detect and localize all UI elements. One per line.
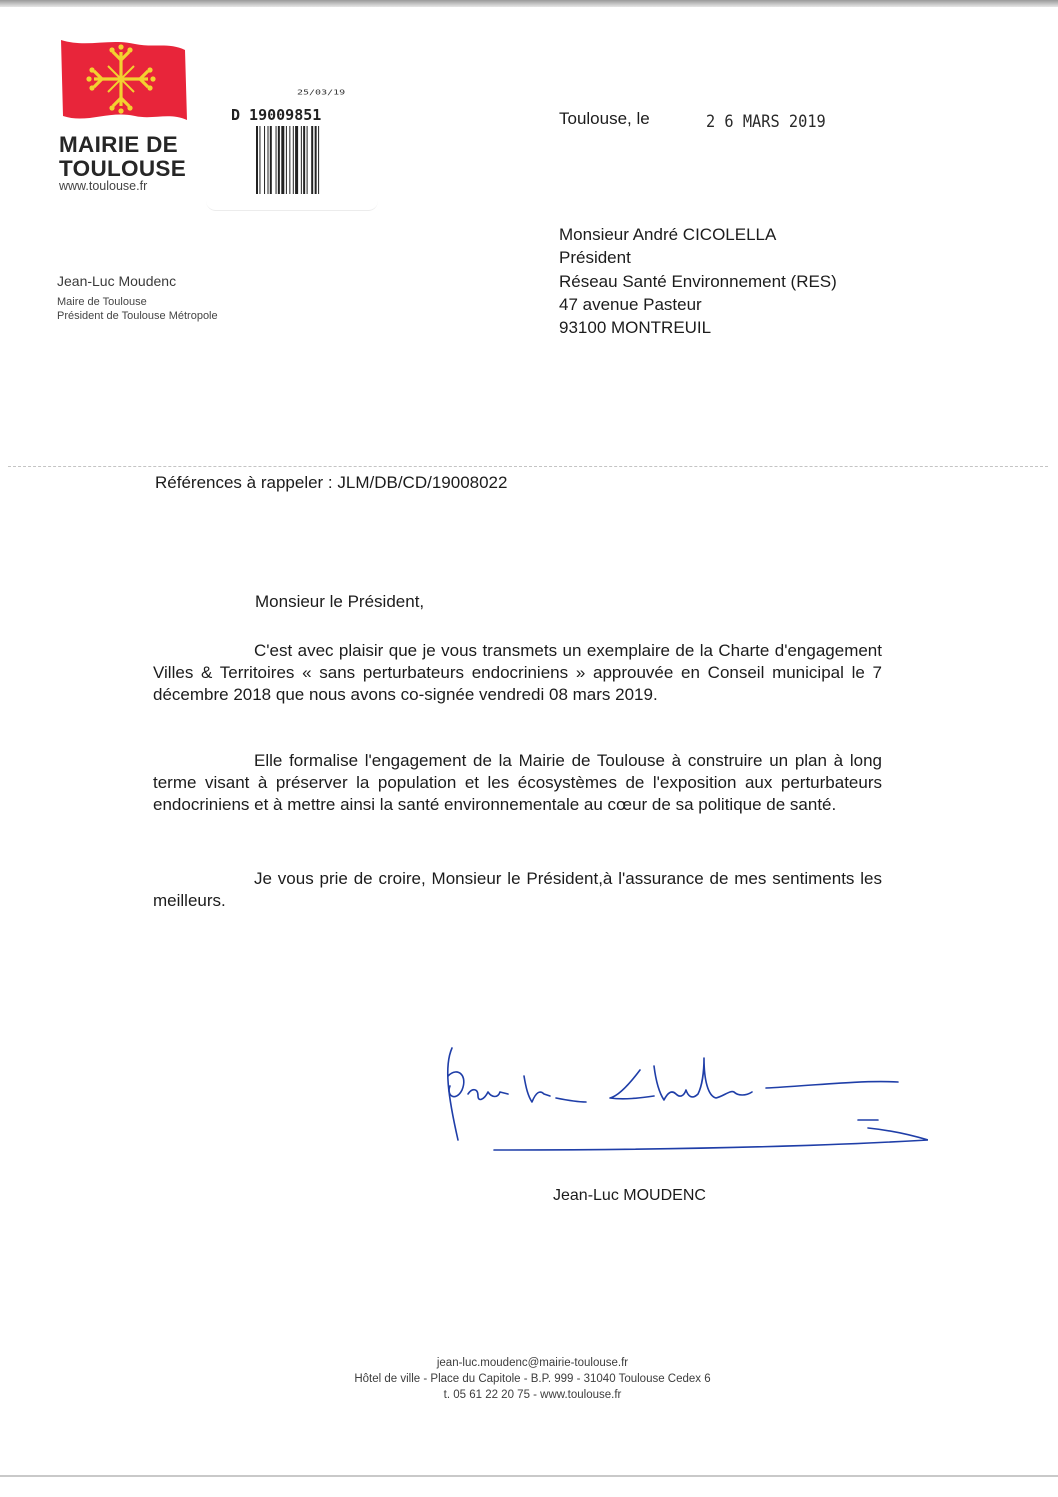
body-paragraph-1: C'est avec plaisir que je vous transmets un exemplaire de la Charte d'engagement Villes & Territoires « sans perturbateurs endocriniens » approuvée en Conseil municipal le 7 décembre 2018 que nous avons co-signée vendredi 08 mars 2019. <box>153 641 882 704</box>
date-label: Toulouse, le <box>559 109 650 128</box>
stamp-number: D 19009851 <box>231 106 322 124</box>
recipient-name: Monsieur André CICOLELLA <box>559 225 777 244</box>
recipient-organization: Réseau Santé Environnement (RES) <box>559 271 837 291</box>
recipient-city: 93100 MONTREUIL <box>559 318 712 338</box>
sender-role-mayor: Maire de Toulouse <box>57 296 147 308</box>
footer-address: Hôtel de ville - Place du Capitole - B.P. 999 - 31040 Toulouse Cedex 6 <box>354 1373 711 1385</box>
body-paragraph-3: Je vous prie de croire, Monsieur le Président,à l'assurance de mes sentiments les meilleurs. <box>153 869 882 910</box>
occitan-cross-flag-icon <box>57 36 189 132</box>
body-paragraph-2: Elle formalise l'engagement de la Mairie de Toulouse à construire un plan à long terme visant à préserver la population et les écosystèmes de l'exposition aux perturbateurs endocriniens et à mettre ainsi la santé environnementale au cœur de sa politique de santé. <box>153 751 882 814</box>
recipient-title: Président <box>559 248 631 268</box>
logo-text-mairie-de: MAIRIE DE <box>59 132 178 157</box>
date-stamp: 2 6 MARS 2019 <box>706 112 826 132</box>
sender-role-president: Président de Toulouse Métropole <box>57 310 218 322</box>
logo-website: www.toulouse.fr <box>59 179 148 193</box>
barcode-icon <box>256 126 340 194</box>
footer-contact <box>260 1355 805 1403</box>
scan-top-edge <box>0 0 1058 7</box>
mairie-logo <box>57 36 197 196</box>
salutation: Monsieur le Président, <box>255 592 425 611</box>
scan-bottom-edge <box>0 1475 1058 1477</box>
sender-name: Jean-Luc Moudenc <box>57 273 177 289</box>
stamp-date: 25/03/19 <box>297 89 346 97</box>
recipient-address <box>559 223 837 339</box>
footer-email: jean-luc.moudenc@mairie-toulouse.fr <box>436 1357 629 1369</box>
logo-text-toulouse: TOULOUSE <box>59 156 186 181</box>
recipient-street: 47 avenue Pasteur <box>559 294 702 314</box>
sender-roles <box>57 295 218 323</box>
fold-line <box>8 466 1048 467</box>
handwritten-signature <box>428 1036 928 1156</box>
footer-phone-website: t. 05 61 22 20 75 - www.toulouse.fr <box>443 1389 622 1401</box>
references-line: Références à rappeler : JLM/DB/CD/19008022 <box>155 473 508 492</box>
stamp-card-edge <box>206 196 378 211</box>
signer-name: Jean-Luc MOUDENC <box>553 1187 706 1204</box>
